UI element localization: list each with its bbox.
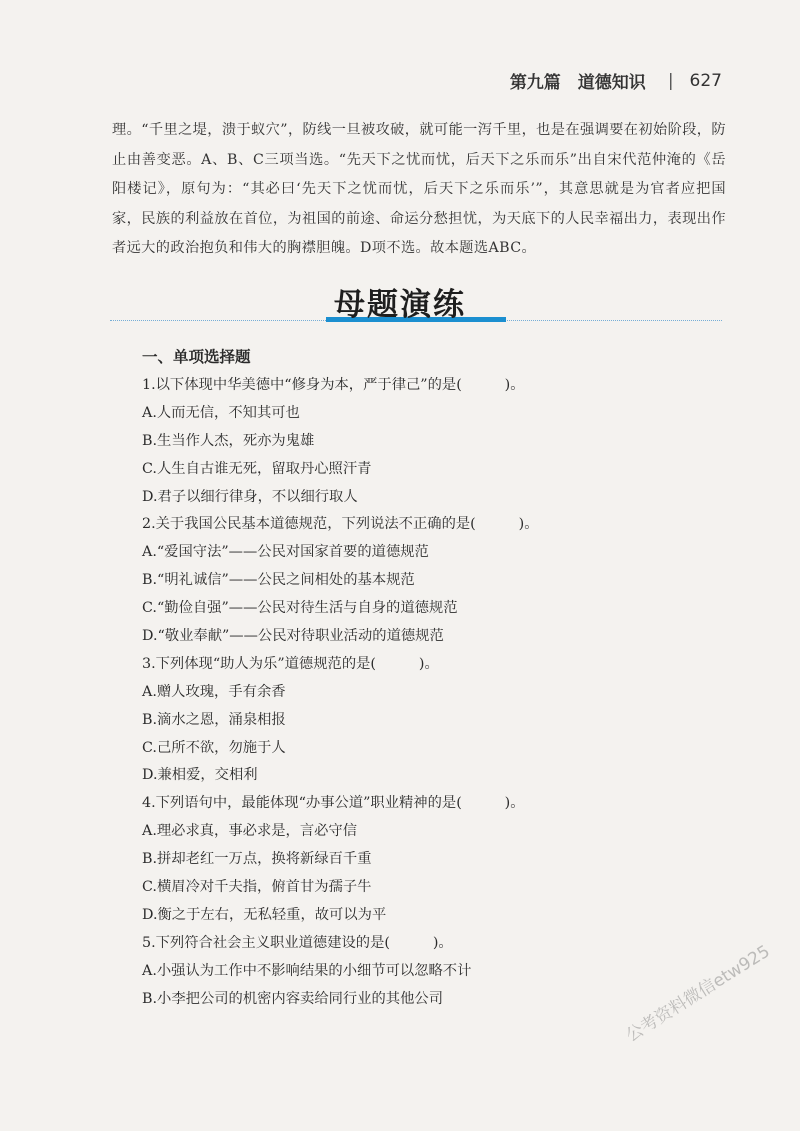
part-heading: 一、单项选择题	[142, 348, 251, 366]
option-b: B.拼却老红一万点，换将新绿百千重	[142, 851, 372, 868]
question-stem: 3.下列体现“助人为乐”道德规范的是( )。	[142, 655, 439, 672]
option-c: C.己所不欲，勿施于人	[142, 739, 286, 756]
watermark: 公考资料微信etw925	[622, 941, 774, 1047]
option-d: D.兼相爱，交相利	[142, 767, 258, 784]
option-a: A.赠人玫瑰，手有余香	[142, 683, 286, 700]
question-stem: 1.以下体现中华美德中“修身为本，严于律己”的是( )。	[142, 377, 525, 393]
question-stem: 2.关于我国公民基本道德规范，下列说法不正确的是( )。	[142, 516, 539, 533]
header-separator: |	[667, 70, 674, 91]
answer-explanation: 理。“千里之堤，溃于蚁穴”，防线一旦被攻破，就可能一泻千里，也是在强调要在初始阶段，防止由善变恶。A、B、C三项当选。“先天下之忧而忧，后天下之乐而乐”出自宋代范仲淹的《岳阳楼记》，原句为：“其必曰‘先天下之忧而忧，后天下之乐而乐’”，其意思就是为官者应把国家，民族的利益放在首位，为祖国的前途、命运分愁担忧，为天底下的人民幸福出力，表现出作者远大的政治抱负和伟大的胸襟胆魄。D项不选。故本题选ABC。	[112, 122, 726, 257]
running-header	[510, 68, 722, 93]
page-number: 627	[689, 70, 722, 91]
option-c: C.横眉冷对千夫指，俯首甘为孺子牛	[142, 879, 372, 896]
option-a: A.理必求真，事必求是，言必守信	[142, 823, 358, 840]
section-title: 母题演练	[334, 287, 466, 323]
option-b: B.滴水之恩，涌泉相报	[142, 711, 286, 728]
option-d: D.衡之于左右，无私轻重，故可以为平	[142, 906, 387, 923]
option-a: A.小强认为工作中不影响结果的小细节可以忽略不计	[142, 962, 472, 979]
option-b: B.小李把公司的机密内容卖给同行业的其他公司	[142, 990, 443, 1007]
option-a: A.人而无信，不知其可也	[142, 404, 300, 421]
option-a: A.“爱国守法”——公民对国家首要的道德规范	[142, 544, 429, 561]
option-b: B.生当作人杰，死亦为鬼雄	[142, 432, 315, 449]
option-c: C.“勤俭自强”——公民对待生活与自身的道德规范	[142, 600, 458, 617]
option-d: D.君子以细行律身，不以细行取人	[142, 488, 358, 505]
option-b: B.“明礼诚信”——公民之间相处的基本规范	[142, 572, 415, 589]
question-list	[142, 343, 702, 1013]
option-d: D.“敬业奉献”——公民对待职业活动的道德规范	[142, 628, 444, 645]
question-stem: 5.下列符合社会主义职业道德建设的是( )。	[142, 934, 453, 951]
question-stem: 4.下列语句中，最能体现“办事公道”职业精神的是( )。	[142, 795, 525, 812]
option-c: C.人生自古谁无死，留取丹心照汗青	[142, 460, 372, 477]
chapter-title: 第九篇 道德知识	[509, 73, 646, 93]
